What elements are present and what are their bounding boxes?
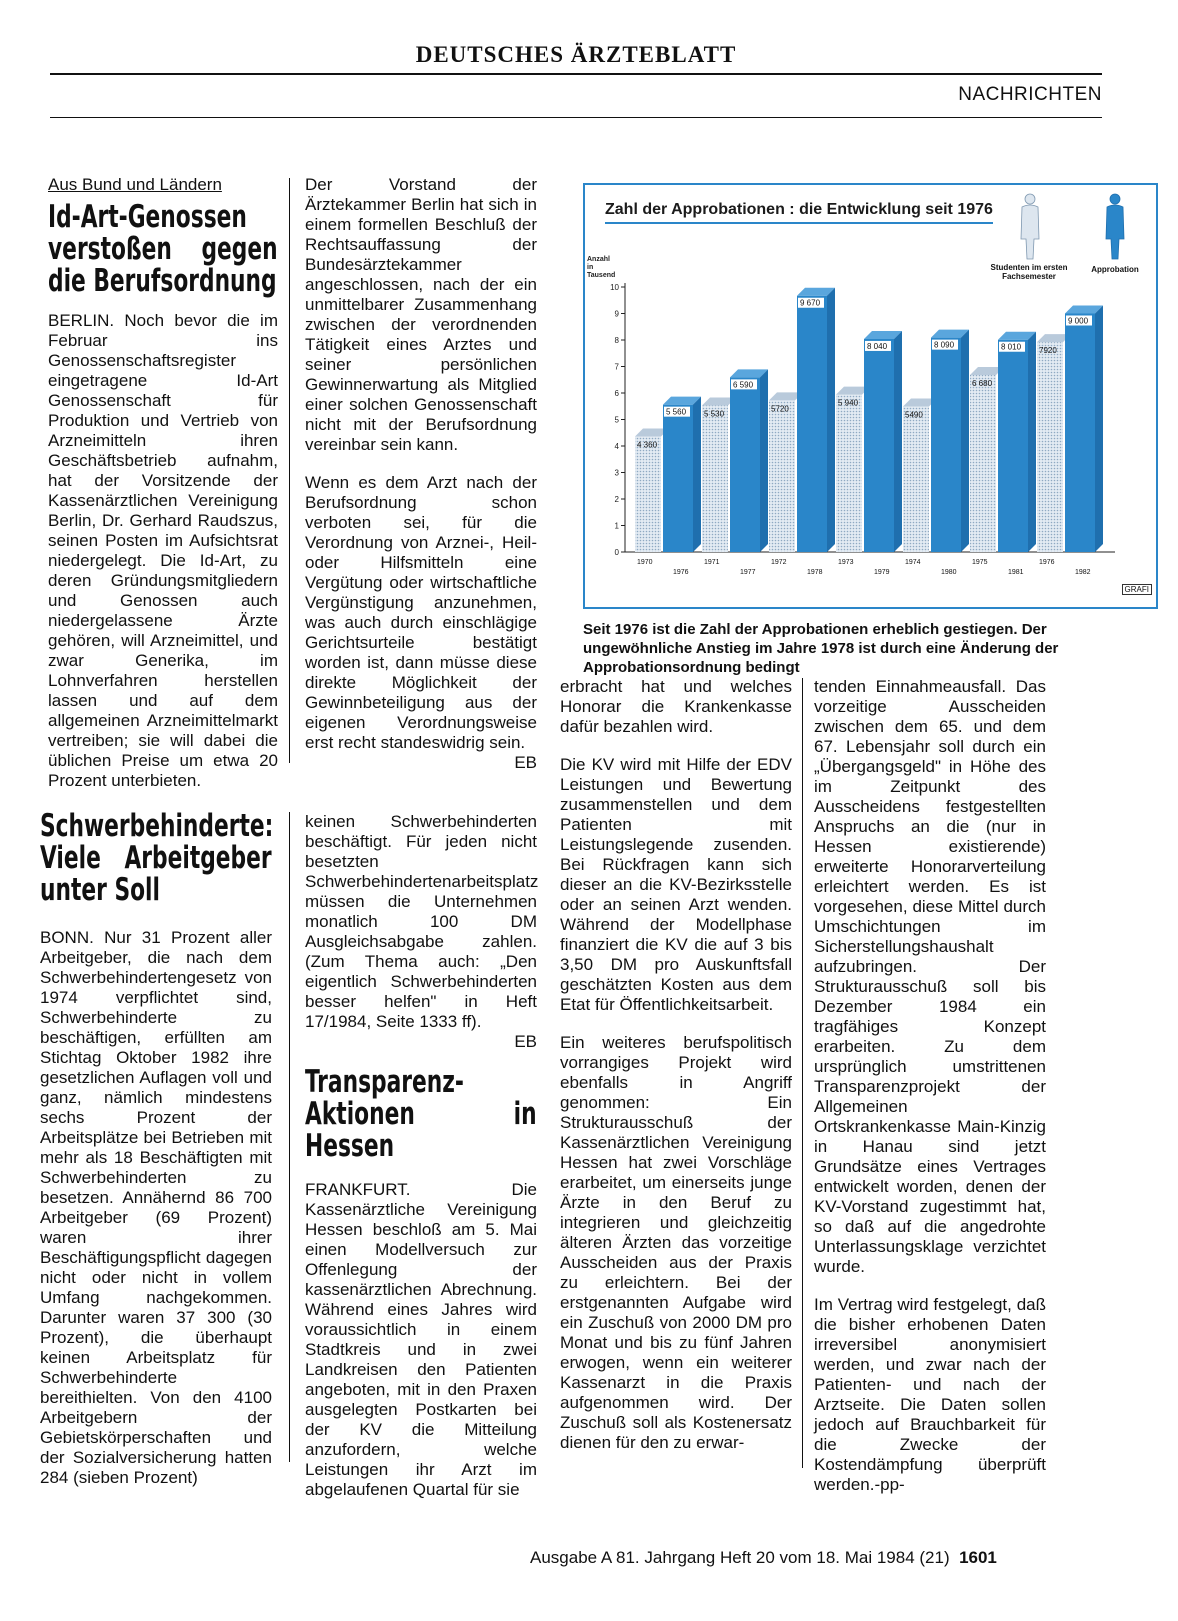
article-3-paragraph: FRANKFURT. Die Kassenärztliche Vereinigung Hessen beschloß am 5. Mai einen Modellversuch zur Offenlegung der kassenärztlichen Abrechnung. Während eines Jahres wird voraussichtlich in einem Stadtkreis und in zwei Landkreisen den Patienten angeboten, mit in den Praxen ausgelegten Postkarten bei der KV die Mitteilung anzufordern, welche Leistungen ihr Arzt im abgelaufenen Quartal für sie — [305, 1180, 537, 1499]
section-rule — [50, 117, 1102, 118]
page-number: 1601 — [959, 1548, 997, 1567]
student-value-label: 4 360 — [637, 440, 658, 450]
approbation-year-label: 1981 — [1008, 569, 1024, 576]
student-value-label: 6 680 — [972, 378, 993, 388]
legend-approbation-label: Approbation — [1091, 265, 1139, 274]
issue-info: Ausgabe A 81. Jahrgang Heft 20 vom 18. Mai 1984 (21) — [530, 1548, 950, 1567]
y-axis-label: in — [587, 264, 594, 271]
article-1-col-2 — [305, 175, 537, 773]
y-tick-label: 7 — [614, 362, 619, 372]
student-year-label: 1971 — [704, 559, 720, 566]
approbation-value-label: 9 670 — [800, 298, 821, 308]
article-1-paragraph: Wenn es dem Arzt nach der Berufsordnung schon verboten sei, für die Verordnung von Arznei-, Heil- oder Hilfsmitteln eine Vergütung oder wirtschaftliche Vergünstigung anzunehmen, was auch durch einschlägige Gerichtsurteile bestätigt worden ist, dann müsse diese direkte Möglichkeit der Gewinnbeteiligung aus der eigenen Verordnungsweise erst recht standeswidrig sein. — [305, 473, 537, 752]
student-year-label: 1972 — [771, 559, 787, 566]
student-bar — [702, 405, 728, 552]
article-3-col-3 — [560, 677, 792, 1471]
chart-title: Zahl der Approbationen : die Entwicklung seit 1976 — [605, 201, 993, 224]
approbation-bar — [663, 405, 693, 552]
graphic-credit: GRAFI — [1122, 584, 1152, 595]
approbation-year-label: 1976 — [673, 569, 689, 576]
column-rule — [289, 812, 290, 1462]
masthead: DEUTSCHES ÄRZTEBLATT — [415, 42, 737, 67]
approbation-bar — [1065, 314, 1095, 553]
author-sign: EB — [514, 753, 537, 772]
y-axis-label: Anzahl — [587, 256, 610, 263]
approbation-bar-side — [1028, 332, 1036, 552]
chart-caption: Seit 1976 ist die Zahl der Approbationen erheblich gestiegen. Der ungewöhnliche Anstieg im Jahre 1978 ist durch eine Änderung der Approbationsordnung bedingt — [583, 621, 1059, 676]
approbation-bar-side — [760, 369, 768, 552]
approbation-year-label: 1980 — [941, 569, 957, 576]
students-figure-icon-head — [1025, 194, 1035, 204]
article-3-headline: Transparenz-Aktionen in Hessen — [305, 1064, 537, 1164]
y-axis-label: Tausend — [587, 272, 616, 279]
column-rule — [802, 678, 803, 1468]
student-year-label: 1970 — [637, 559, 653, 566]
article-2-paragraph: keinen Schwerbehinderten beschäftigt. Für jeden nicht besetzten Schwerbehindertenarbeitsplatz müssen die Unternehmen monatlich 100 DM Ausgleichsabgabe zahlen. (Zum Thema auch: „Den eigentlich Schwerbehinderten besser helfen" in Heft 17/1984, Seite 1333 ff). — [305, 812, 539, 1031]
article-1-paragraph: BERLIN. Noch bevor die im Februar ins Genossenschaftsregister eingetragene Id-Art Genossenschaft für Produktion und Vertrieb von Arzneimitteln ihren Geschäftsbetrieb aufnahm, hat der Vorsitzende der Kassenärztlichen Vereinigung Berlin, Dr. Gerhard Raudszus, seinen Posten im Aufsichtsrat niedergelegt. Die Id-Art, zu deren Gründungsmitgliedern und Genossen auch niedergelassene Ärzte gehören, will Arzneimittel, und zwar Generika, im Lohnverfahren herstellen lassen und auf dem allgemeinen Arzneimittelmarkt vertreiben; sie will dabei die üblichen Preise um etwa 20 Prozent unterbieten. — [48, 311, 278, 790]
y-tick-label: 2 — [614, 495, 619, 504]
approbation-bar — [931, 338, 961, 552]
approbation-bar — [864, 339, 894, 552]
approbation-value-label: 8 040 — [867, 341, 888, 351]
chart-frame — [583, 183, 1158, 609]
student-year-label: 1975 — [972, 559, 988, 566]
article-2-headline: Schwerbehinderte: Viele Arbeitgeber unter Soll — [40, 808, 274, 908]
approbation-value-label: 8 010 — [1001, 342, 1022, 352]
approbation-bar — [998, 340, 1028, 552]
student-year-label: 1974 — [905, 559, 921, 566]
article-3-paragraph: Die KV wird mit Hilfe der EDV Leistungen und Bewertung zusammenstellen und dem Patienten mit Leistungslegende zusenden. Bei Rückfragen kann sich dieser an die KV-Bezirksstelle oder an seinen Arzt wenden. Während der Modellphase finanziert die KV die auf 3 bis 3,50 DM pro Auskunftsfall geschätzten Kosten aus dem Etat für Öffentlichkeitsarbeit. — [560, 755, 792, 1014]
student-bar — [903, 407, 929, 552]
article-1-paragraph: Der Vorstand der Ärztekammer Berlin hat sich in einem formellen Beschluß der Rechtsauffassung der Bundesärztekammer angeschlossen, nach der ein unmittelbarer Zusammenhang zwischen der verordnenden Tätigkeit eines Arztes und seiner persönlichen Gewinnerwartung als Mitglied einer solchen Genossenschaft nicht mit der Berufsordnung vereinbar sein kann. — [305, 175, 537, 454]
article-2-col-1 — [40, 810, 272, 1506]
approbation-year-label: 1982 — [1075, 569, 1091, 576]
student-year-label: 1976 — [1039, 559, 1055, 566]
approbation-bar-side — [693, 397, 701, 552]
masthead-rule — [50, 73, 1102, 75]
approbation-bar-side — [1095, 306, 1103, 553]
article-3-paragraph: Im Vertrag wird festgelegt, daß die bisher erhobenen Daten irreversibel anonymisiert werden, und zwar nach der Patienten- und nach der Arztseite. Die Daten sollen jedoch auf Brauchbarkeit für die Zwecke der Kostendämpfung überprüft werden.-pp- — [814, 1295, 1046, 1494]
legend-students-label: Studenten im ersten Fachsemester — [990, 263, 1068, 281]
students-figure-icon-body — [1021, 205, 1039, 259]
approbation-value-label: 8 090 — [934, 340, 955, 350]
article-2-col-2 — [305, 812, 537, 1518]
kicker: Aus Bund und Ländern — [48, 175, 222, 194]
student-value-label: 7920 — [1039, 346, 1057, 356]
author-sign: EB — [514, 1032, 537, 1051]
approbation-year-label: 1977 — [740, 569, 756, 576]
article-1-col-1 — [48, 175, 278, 809]
y-tick-label: 6 — [614, 389, 619, 398]
approbation-bar — [797, 296, 827, 552]
student-bar — [635, 436, 661, 552]
y-tick-label: 9 — [614, 309, 619, 319]
article-3-paragraph: erbracht hat und welches Honorar die Krankenkasse dafür bezahlen wird. — [560, 677, 792, 736]
article-3-paragraph: tenden Einnahmeausfall. Das vorzeitige Ausscheiden zwischen dem 65. und dem 67. Lebensjahr soll durch ein „Übergangsgeld" in Höhe des im Zeitpunkt des Ausscheidens festgestellten Anspruchs an die (nur in Hessen existierende) erweiterte Honorarverteilung erleichtert werden. Es ist vorgesehen, diese Mittel durch Umschichtungen im Sicherstellungshaushalt aufzubringen. Der Strukturausschuß soll bis Dezember 1984 ein tragfähiges Konzept erarbeiten. Zu dem ursprünglich umstrittenen Transparenzprojekt der Allgemeinen Ortskrankenkasse Main-Kinzig in Hanau sind jetzt Grundsätze eines Vertrages entwickelt worden, denen der KV-Vorstand zugestimmt hat, so daß auf die angedrohte Unterlassungsklage verzichtet wurde. — [814, 677, 1046, 1276]
article-3-paragraph: Ein weiteres berufspolitisch vorrangiges Projekt wird ebenfalls in Angriff genommen: Ein Strukturausschuß der Kassenärztlichen Vereinigung Hessen hat zwei Vorschläge erarbeitet, um einerseits junge Ärzte in den Beruf zu integrieren und gleichzeitig älteren Ärzten das vorzeitige Ausscheiden aus der Praxis zu erleichtern. Bei der erstgenannten Aufgabe wird ein Zuschuß von 2000 DM pro Monat und bis zu fünf Jahren erwogen, wenn ein weiterer Kassenarzt in die Praxis aufgenommen wird. Der Zuschuß soll als Kostenersatz dienen für den zu erwar- — [560, 1033, 792, 1452]
bar-chart — [585, 185, 1156, 607]
approbation-value-label: 5 560 — [666, 407, 687, 417]
student-bar — [1037, 342, 1063, 552]
approbation-figure-icon-body — [1106, 205, 1124, 259]
student-value-label: 5 940 — [838, 398, 859, 408]
y-tick-label: 3 — [614, 468, 619, 478]
approbation-bar-side — [827, 288, 835, 552]
student-bar — [836, 395, 862, 552]
y-tick-label: 5 — [614, 415, 619, 425]
column-rule — [289, 178, 290, 763]
y-tick-label: 8 — [614, 336, 619, 345]
page-footer — [530, 1548, 997, 1568]
approbation-figure-icon-head — [1110, 194, 1120, 204]
approbation-bar-side — [961, 330, 969, 552]
approbation-value-label: 9 000 — [1068, 316, 1089, 326]
student-bar — [769, 400, 795, 552]
student-year-label: 1973 — [838, 559, 854, 566]
section-label: NACHRICHTEN — [958, 84, 1102, 105]
student-value-label: 5490 — [905, 410, 923, 420]
approbation-bar — [730, 377, 760, 552]
y-tick-label: 0 — [614, 548, 619, 557]
approbation-value-label: 6 590 — [733, 380, 754, 390]
student-bar — [970, 375, 996, 552]
article-3-col-4 — [814, 677, 1046, 1513]
approbation-year-label: 1978 — [807, 569, 823, 576]
y-tick-label: 10 — [610, 283, 619, 292]
student-value-label: 5720 — [771, 404, 789, 414]
student-value-label: 5 530 — [704, 409, 725, 419]
y-tick-label: 4 — [614, 442, 619, 451]
approbation-bar-side — [894, 331, 902, 552]
approbation-year-label: 1979 — [874, 569, 890, 576]
y-tick-label: 1 — [614, 521, 619, 531]
article-2-paragraph: BONN. Nur 31 Prozent aller Arbeitgeber, die nach dem Schwerbehindertengesetz von 1974 verpflichtet sind, Schwerbehinderte zu beschäftigen, erfüllten am Stichtag Oktober 1982 ihre gesetzlichen Auflagen voll und ganz, nämlich mindestens sechs Prozent der Arbeitsplätze bei Betrieben mit mehr als 18 Beschäftigten mit Schwerbehinderten zu besetzen. Annähernd 86 700 Arbeitgeber (69 Prozent) waren ihrer Beschäftigungspflicht dagegen nicht oder nicht in vollem Umfang nachgekommen. Darunter waren 37 300 (30 Prozent), die überhaupt keinen Arbeitsplatz für Schwerbehinderte bereithielten. Von den 4100 Arbeitgebern der Gebietskörperschaften und der Sozialversicherung hatten 284 (sieben Prozent) — [40, 928, 272, 1487]
article-1-headline: Id-Art-Genossen verstoßen gegen die Berufsordnung — [48, 199, 278, 299]
